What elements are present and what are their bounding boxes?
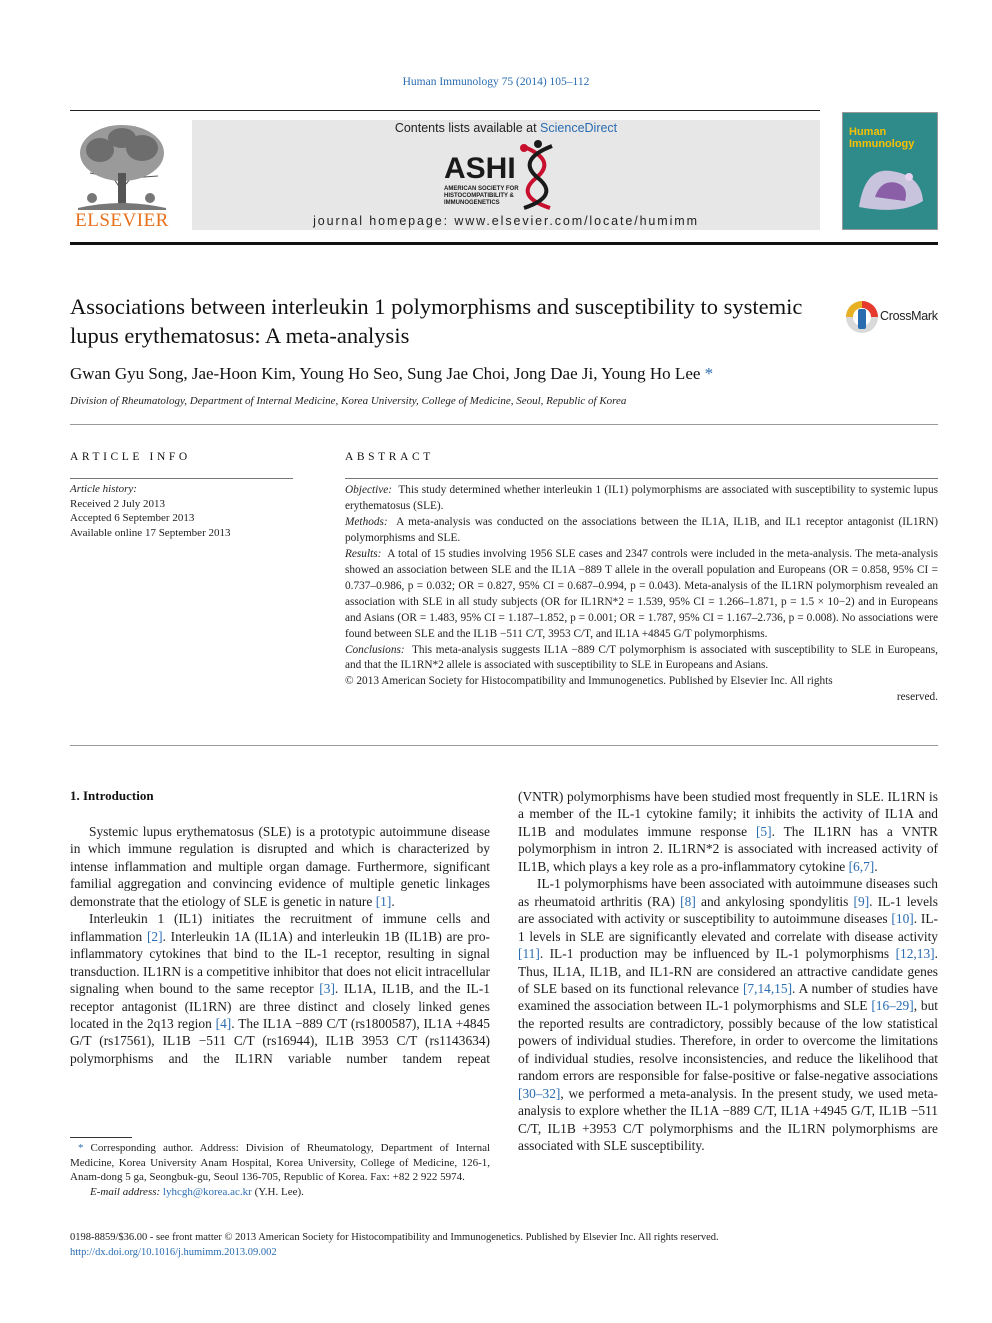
p3-text-i: , we performed a meta-analysis. In the present study, we used meta-analysis to explore whether the IL1A −889 C/T, IL1A +4945 G/T, IL1B −511 C/T, IL1B +3953 C/T polymorphisms and the IL1RN polymorphisms are associated with SLE susceptibility. bbox=[518, 1085, 938, 1154]
society-line-3: IMMUNOGENETICS bbox=[444, 200, 500, 206]
ref-link[interactable]: [1] bbox=[375, 893, 392, 909]
issn-line: 0198-8859/$36.00 - see front matter © 2013 American Society for Histocompatibility and Immunogenetics. Published by Elsevier Inc. All rights reserved. bbox=[70, 1232, 719, 1243]
abstract-copyright bbox=[345, 674, 938, 690]
p3-text-d: . IL-1 levels in SLE are significantly elevated and correlate with disease activity bbox=[518, 911, 938, 944]
conclusions-text: This meta-analysis suggests IL1A −889 C/T polymorphism is associated with susceptibility to SLE in Europeans, and that the IL1RN*2 allele is associated with susceptibility to SLE in Europeans and Asians. bbox=[345, 643, 938, 672]
contents-prefix: Contents lists available at bbox=[394, 121, 541, 135]
abstract-copyright-end bbox=[345, 690, 938, 706]
intro-paragraph-1: Systemic lupus erythematosus (SLE) is a prototypic autoimmune disease in which immune regulation is disrupted and which is characterized by intense inflammation and multiple organ damage. Furthermore, significant familial aggregation and convincing evidence of multiple genetic linkages demonstrate that the etiology of SLE is genetic in nature [1]. bbox=[70, 824, 490, 909]
article-info-rule bbox=[70, 478, 293, 479]
ref-link[interactable]: [5] bbox=[755, 823, 772, 839]
footnote-text: Corresponding author. Address: Division of Rheumatology, Department of Internal Medicine, Korea University Anam Hospital, Korea University, College of Medicine, 126-1, Anam-dong 5 ga, Seongbuk-gu, Seoul 136-705, Republic of Korea. Fax: +82 2 922 5974. bbox=[70, 1142, 491, 1183]
page-footer bbox=[70, 1231, 938, 1260]
article-history bbox=[70, 482, 293, 540]
authors-text: Gwan Gyu Song, Jae-Hoon Kim, Young Ho Seo, Sung Jae Choi, Jong Dae Ji, Young Ho Lee bbox=[70, 364, 701, 383]
p2-text-c: . IL1A, IL1B, and the IL-1 receptor antagonist (IL1RN) are three distinct and closely linked genes located in the 2q13 region bbox=[70, 981, 490, 1031]
journal-reference[interactable]: Human Immunology 75 (2014) 105–112 bbox=[402, 76, 590, 88]
intro-paragraph-3 bbox=[518, 875, 938, 1154]
intro-paragraph-2-continued: (VNTR) polymorphisms have been studied most frequently in SLE. IL1RN is a member of the IL-1 cytokine family; it inhibits the activity of IL1A and IL1B and modulates immune response [5]. The IL1RN has a VNTR polymorphism in intron 2. IL1RN*2 is associated with increased activity of IL1B, which plays a key role as a pro-inflammatory cytokine [6,7]. bbox=[518, 789, 938, 874]
accepted-date: Accepted 6 September 2013 bbox=[70, 512, 195, 524]
footnote-marker[interactable]: * bbox=[78, 1142, 84, 1154]
crossmark-label[interactable]: CrossMark bbox=[880, 309, 938, 323]
cover-title: Human Immunology bbox=[849, 126, 915, 150]
article-title: Associations between interleukin 1 polymorphisms and susceptibility to systemic lupus erythematosus: A meta-analysis bbox=[70, 294, 803, 348]
p2-text-b: . Interleukin 1A (IL1A) and interleukin 1B (IL1B) are pro-inflammatory cytokines that bind to the IL-1 receptor, resulting in signal transduction. IL1RN is a competitive inhibitor that does not elicit intracellular signaling when bound to the same receptor bbox=[70, 928, 490, 997]
p2-text-d: . The IL1A −889 C/T (rs1800587), IL1A +4845 G/T (rs17561), IL1B −511 C/T (rs16944), IL1B 3953 C/T (rs1143634) polymorphisms and the IL1RN variable number tandem repeat bbox=[70, 1015, 490, 1066]
abstract-methods bbox=[345, 515, 938, 547]
results-label: Results: bbox=[345, 547, 382, 560]
ref-link[interactable]: [7,14,15] bbox=[742, 980, 793, 996]
dna-helix-icon bbox=[520, 140, 552, 208]
cover-artwork-icon bbox=[851, 157, 931, 217]
journal-homepage[interactable]: journal homepage: www.elsevier.com/locate/humimm bbox=[313, 214, 699, 228]
ref-link[interactable]: [2] bbox=[146, 928, 163, 944]
email-label: E-mail address: bbox=[90, 1185, 161, 1198]
p2-text-e: . The IL1RN has a VNTR polymorphism in intron 2. IL1RN*2 is associated with increased activity of IL1B, which plays a key role as a pro-inflammatory cytokine bbox=[518, 823, 938, 874]
ref-link[interactable]: [30–32] bbox=[518, 1085, 561, 1101]
article-info-heading: ARTICLE INFO bbox=[70, 451, 191, 463]
p3-text-e: . IL-1 production may be influenced by IL-1 polymorphisms bbox=[539, 946, 890, 962]
elsevier-wordmark: ELSEVIER bbox=[75, 210, 169, 231]
corresponding-author-footnote bbox=[70, 1141, 490, 1199]
copyright-line-1: © 2013 American Society for Histocompatibility and Immunogenetics. Published by Elsevier Inc. All rights bbox=[345, 675, 833, 688]
results-text: A total of 15 studies involving 1956 SLE cases and 2347 controls were included in the meta-analysis. The meta-analysis showed an association between SLE and the IL1A −889 T allele in the overall population and Europeans (OR = 0.858, 95% CI = 0.737–0.986, p = 0.032; OR = 0.827, 95% CI = 0.687–0.994, p = 0.043). Meta-analysis of the IL1RN polymorphism revealed an association with SLE in all study subjects (OR for IL1RN*2 = 1.539, 95% CI = 1.266–1.871, p = 1.5 × 10−2) and in Europeans and Asians (OR = 1.483, 95% CI = 1.187–1.852, p = 0.001; OR = 1.787, 95% CI = 1.167–2.736, p = 0.008). No associations were found between SLE and the IL1B −511 C/T, 3953 C/T, and IL1A +4845 G/T polymorphisms. bbox=[345, 547, 939, 640]
ref-link[interactable]: [3] bbox=[319, 981, 335, 997]
header-bottom-rule bbox=[70, 242, 938, 245]
received-date: Received 2 July 2013 bbox=[70, 497, 166, 510]
journal-cover-image[interactable] bbox=[842, 112, 938, 230]
p3-text-b: and ankylosing spondylitis bbox=[701, 893, 849, 909]
section-divider bbox=[70, 424, 938, 425]
p1-text: Systemic lupus erythematosus (SLE) is a prototypic autoimmune disease in which immune regulation is disrupted and which is characterized by intense inflammation and multiple organ damage. Furthermore, significant familial aggregation and convincing evidence of multiple genetic linkages demonstrate that the etiology of SLE is genetic in nature bbox=[70, 824, 490, 909]
p3-text-a: IL-1 polymorphisms have been associated with autoimmune diseases such as rheumatoid arthritis (RA) bbox=[518, 876, 938, 909]
abstract-results bbox=[345, 547, 938, 643]
email-link[interactable]: lyhcgh@korea.ac.kr bbox=[162, 1185, 252, 1198]
objective-text: This study determined whether interleukin 1 (IL1) polymorphisms are associated with susceptibility to systemic lupus erythematosus (SLE). bbox=[345, 484, 938, 512]
ref-link[interactable]: [8] bbox=[680, 893, 696, 909]
p2-text-a: Interleukin 1 (IL1) initiates the recruitment of immune cells and inflammation bbox=[70, 911, 490, 944]
crossmark-icon bbox=[846, 301, 878, 333]
ref-link[interactable]: [9] bbox=[853, 893, 870, 909]
p3-text-c: . IL-1 levels are associated with activity or susceptibility to autoimmune diseases bbox=[518, 893, 938, 927]
objective-label: Objective: bbox=[345, 484, 393, 496]
p3-text-f: . Thus, IL1A, IL1B, and IL1-RN are considered an attractive candidate genes of SLE based on its functional relevance bbox=[518, 946, 938, 996]
section-divider-2 bbox=[70, 745, 938, 746]
body-column-right bbox=[518, 788, 938, 1155]
abstract-conclusions bbox=[345, 643, 938, 675]
abstract-heading: ABSTRACT bbox=[345, 451, 434, 463]
abstract-objective bbox=[345, 483, 938, 515]
author-affiliation: Division of Rheumatology, Department of Internal Medicine, Korea University, College of Medicine, Seoul, Republic of Korea bbox=[70, 395, 627, 407]
intro-paragraph-2 bbox=[70, 910, 490, 1067]
abstract-body bbox=[345, 483, 938, 706]
copyright-line-2: reserved. bbox=[896, 691, 938, 704]
society-line-1: AMERICAN SOCIETY FOR bbox=[444, 186, 519, 192]
introduction-heading: 1. Introduction bbox=[70, 788, 154, 803]
ashi-society-logo bbox=[440, 138, 570, 212]
header-top-rule bbox=[70, 110, 820, 111]
ref-link[interactable]: [16–29] bbox=[871, 998, 914, 1014]
ref-link[interactable]: [10] bbox=[891, 911, 914, 927]
ref-link[interactable]: [4] bbox=[215, 1015, 232, 1031]
doi-link[interactable]: http://dx.doi.org/10.1016/j.humimm.2013.09.002 bbox=[70, 1246, 277, 1258]
body-column-left bbox=[70, 823, 490, 1067]
footnote-email bbox=[70, 1185, 490, 1200]
society-line-2: HISTOCOMPATIBILITY & bbox=[444, 193, 514, 199]
methods-label: Methods: bbox=[345, 515, 388, 528]
p3-text-h: , but the reported results are contradictory, possibly because of the low statistical powers of individual studies. Therefore, in order to overcome the limitations of individual studies, resolve inconsistencies, and reduce the likelihood that random errors are responsible for false-positive or false-negative associations bbox=[518, 998, 938, 1084]
online-date: Available online 17 September 2013 bbox=[70, 526, 231, 539]
corresponding-author-marker[interactable]: * bbox=[704, 364, 714, 383]
ashi-logo-text: ASHI bbox=[444, 152, 516, 185]
sciencedirect-link[interactable]: ScienceDirect bbox=[540, 121, 618, 135]
abstract-rule bbox=[345, 478, 938, 479]
author-list bbox=[70, 364, 938, 384]
conclusions-label: Conclusions: bbox=[345, 643, 405, 656]
contents-availability bbox=[192, 121, 820, 135]
p2-text-continued: (VNTR) polymorphisms have been studied most frequently in SLE. IL1RN is a member of the IL-1 cytokine family; it inhibits the activity of IL1A and IL1B and modulates immune response bbox=[518, 789, 938, 839]
ref-link[interactable]: [6,7] bbox=[848, 858, 875, 874]
footnote-rule bbox=[70, 1137, 132, 1138]
email-suffix: (Y.H. Lee). bbox=[254, 1185, 304, 1198]
methods-text: A meta-analysis was conducted on the associations between the IL1A, IL1B, and IL1 receptor antagonist (IL1RN) polymorphisms and SLE. bbox=[345, 515, 938, 544]
ref-link[interactable]: [11] bbox=[518, 946, 540, 962]
p3-text-g: . A number of studies have examined the association between IL-1 polymorphisms and SLE bbox=[518, 980, 938, 1014]
history-label: Article history: bbox=[70, 483, 137, 495]
ref-link[interactable]: [12,13] bbox=[895, 946, 935, 962]
footnote-address bbox=[70, 1141, 490, 1185]
